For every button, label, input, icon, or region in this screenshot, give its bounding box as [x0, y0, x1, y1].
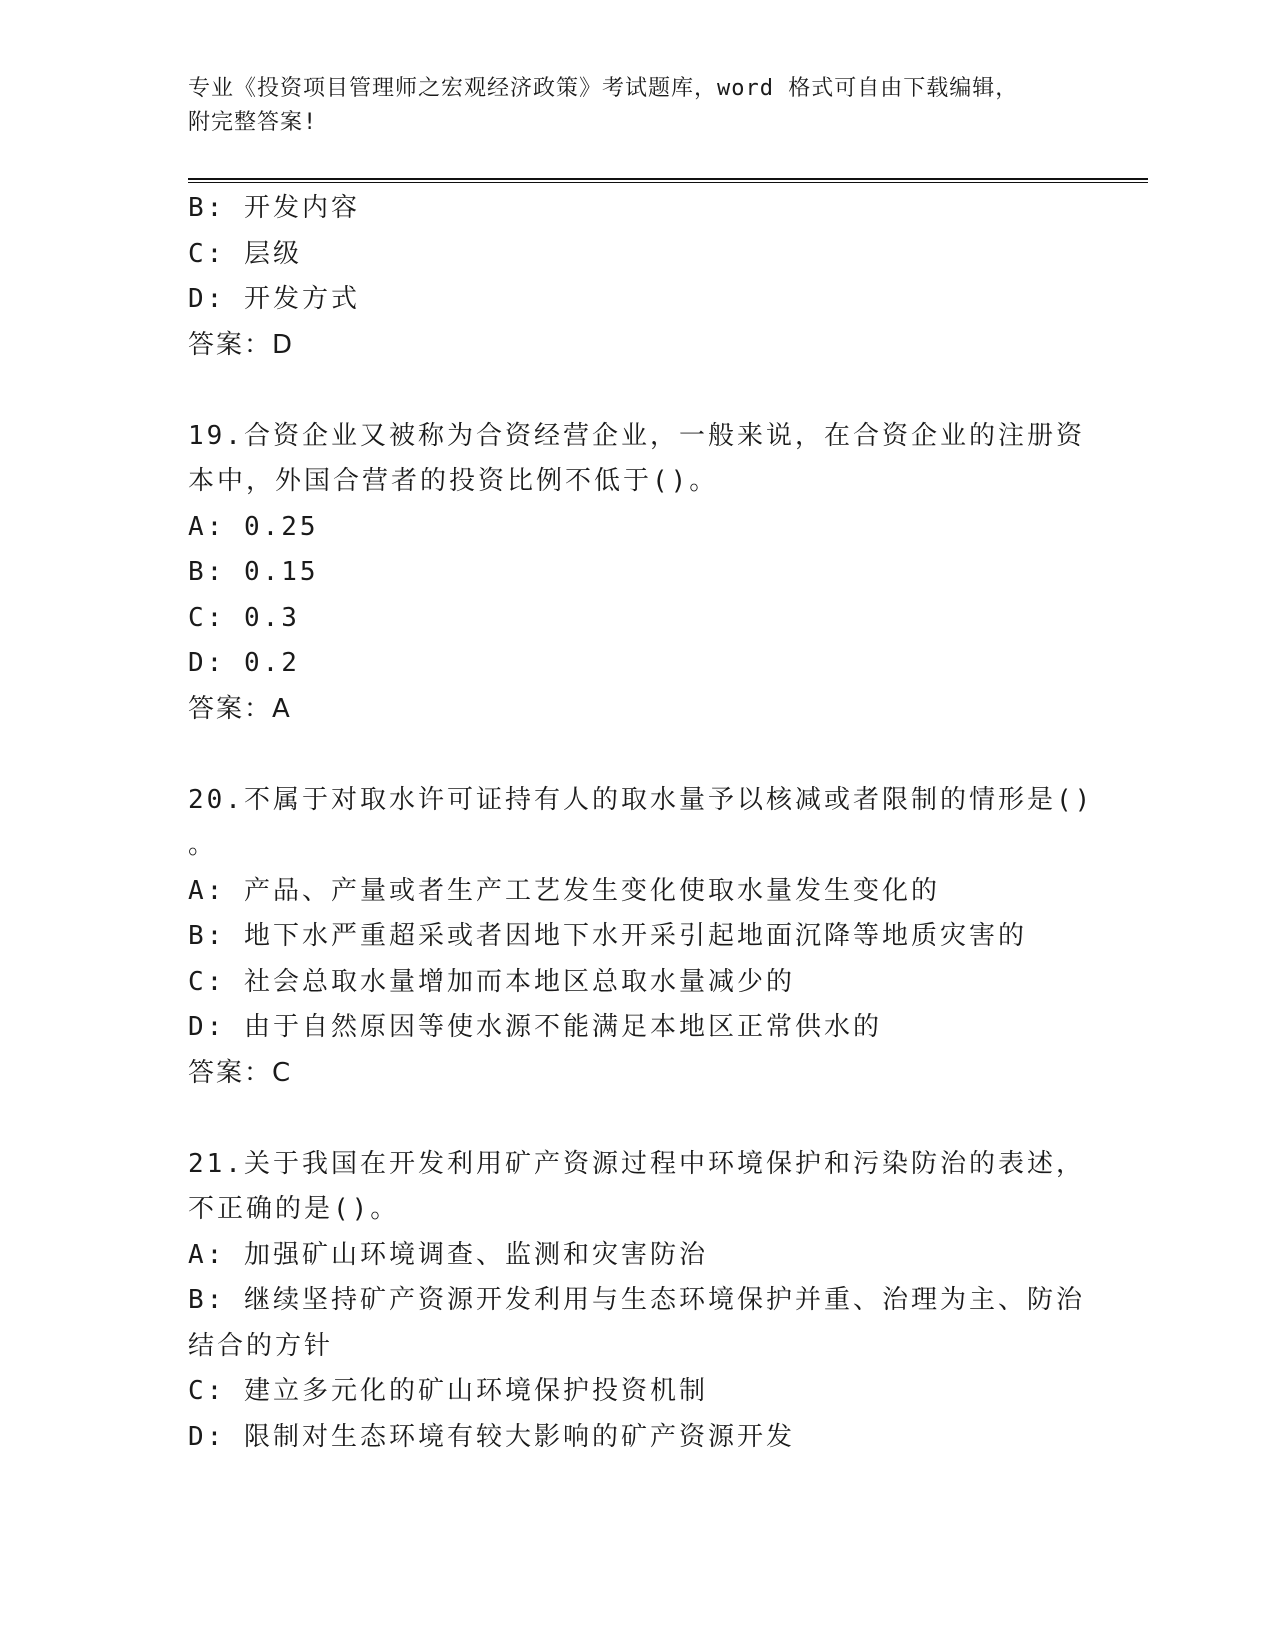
option-label: A:	[188, 511, 226, 542]
page-header	[188, 72, 1088, 140]
option-d	[188, 277, 1088, 323]
option-label: A:	[188, 875, 226, 906]
option-c	[188, 232, 1088, 278]
option-text: 限制对生态环境有较大影响的矿产资源开发	[243, 1421, 795, 1452]
option-label: D:	[188, 284, 226, 314]
answer-text: 答案：C	[188, 1057, 293, 1088]
option-text: 0.2	[243, 648, 300, 678]
option-text: 0.25	[243, 511, 319, 542]
option-label: C:	[188, 966, 226, 997]
header-line-1: 专业《投资项目管理师之宏观经济政策》考试题库，word 格式可自由下载编辑，	[188, 76, 1019, 101]
option-label: C:	[188, 238, 226, 269]
option-label: B:	[188, 921, 226, 951]
option-label: B:	[188, 1285, 226, 1315]
question-stem-line-2: 不正确的是()。	[188, 1194, 400, 1224]
option-c	[188, 960, 1088, 1006]
option-label: A:	[188, 1239, 226, 1270]
option-text: 地下水严重超采或者因地下水开采引起地面沉降等地质灾害的	[243, 921, 1027, 951]
option-a	[188, 869, 1088, 915]
option-label: C:	[188, 1376, 226, 1406]
spacer	[188, 1096, 1088, 1142]
option-text: 0.3	[243, 602, 300, 633]
option-label: D:	[188, 1421, 226, 1452]
question-stem-line-1: 19.合资企业又被称为合资经营企业，一般来说，在合资企业的注册资	[188, 420, 1085, 451]
document-page	[188, 0, 1148, 1650]
option-d	[188, 641, 1088, 687]
option-label: C:	[188, 602, 226, 633]
option-text: 由于自然原因等使水源不能满足本地区正常供水的	[243, 1012, 882, 1042]
option-text: 0.15	[243, 557, 319, 587]
header-line-2: 附完整答案!	[188, 110, 318, 135]
question-stem-line-1: 21.关于我国在开发利用矿产资源过程中环境保护和污染防治的表述，	[188, 1148, 1085, 1179]
answer-text: 答案：A	[188, 693, 292, 724]
question-19	[188, 414, 1088, 733]
option-text: 建立多元化的矿山环境保护投资机制	[243, 1376, 708, 1406]
option-text: 加强矿山环境调查、监测和灾害防治	[243, 1239, 708, 1270]
spacer	[188, 732, 1088, 778]
answer-text: 答案：D	[188, 329, 295, 360]
option-c	[188, 1369, 1088, 1415]
question-stem-line-1: 20.不属于对取水许可证持有人的取水量予以核减或者限制的情形是()	[188, 784, 1094, 815]
option-b	[188, 186, 1088, 232]
option-label: B:	[188, 557, 226, 587]
option-b-continuation: 结合的方针	[188, 1330, 334, 1361]
question-stem-line-2: 。	[188, 830, 218, 860]
option-text: 开发方式	[243, 284, 360, 314]
option-text: 继续坚持矿产资源开发利用与生态环境保护并重、治理为主、防治	[243, 1285, 1085, 1315]
question-20	[188, 778, 1094, 1097]
question-stem-line-2: 本中，外国合营者的投资比例不低于()。	[188, 466, 719, 496]
option-b	[188, 1278, 1088, 1324]
option-c	[188, 596, 1088, 642]
spacer	[188, 368, 1088, 414]
option-text: 社会总取水量增加而本地区总取水量减少的	[243, 966, 795, 997]
option-d	[188, 1415, 1088, 1461]
option-b	[188, 914, 1088, 960]
header-divider	[188, 178, 1148, 183]
option-text: 开发内容	[243, 193, 360, 223]
option-label: B:	[188, 193, 226, 223]
option-text: 产品、产量或者生产工艺发生变化使取水量发生变化的	[243, 875, 940, 906]
question-21	[188, 1142, 1088, 1461]
option-a	[188, 505, 1088, 551]
option-d	[188, 1005, 1088, 1051]
question-list	[188, 186, 1094, 1460]
question-18-tail	[188, 186, 1088, 368]
option-label: D:	[188, 648, 226, 678]
option-text: 层级	[243, 238, 302, 269]
option-label: D:	[188, 1012, 226, 1042]
option-a	[188, 1233, 1088, 1279]
option-b	[188, 550, 1088, 596]
